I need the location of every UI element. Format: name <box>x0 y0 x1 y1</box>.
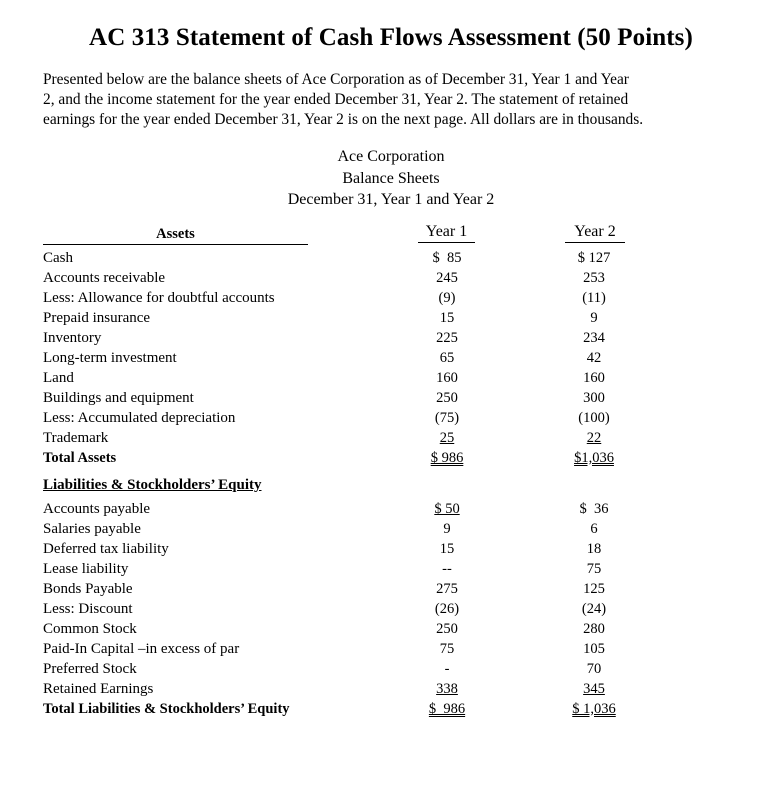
year2-value: 42 <box>586 350 602 366</box>
year2-value: $ 1,036 <box>572 701 616 717</box>
row-label: Total Assets <box>43 450 117 466</box>
year2-value: 70 <box>586 661 602 677</box>
table-row <box>0 541 782 561</box>
year2-value: $ 127 <box>577 250 611 266</box>
row-label: Less: Discount <box>43 601 133 617</box>
year2-value: 234 <box>583 330 605 346</box>
year2-value: 75 <box>586 561 602 577</box>
year2-value: 253 <box>583 270 605 286</box>
year1-value: 250 <box>436 621 458 637</box>
table-row <box>0 681 782 701</box>
year1-value: $ 986 <box>430 450 464 466</box>
liabilities-section-header: Liabilities & Stockholders’ Equity <box>43 477 262 493</box>
document-title: AC 313 Statement of Cash Flows Assessment (50 Points) <box>89 24 693 51</box>
table-row <box>0 370 782 390</box>
table-row <box>0 330 782 350</box>
row-label: Accounts payable <box>43 501 151 517</box>
year1-value: 338 <box>436 681 458 697</box>
table-row <box>0 561 782 581</box>
statement-date: December 31, Year 1 and Year 2 <box>287 191 495 208</box>
table-row <box>0 390 782 410</box>
row-label: Prepaid insurance <box>43 310 151 326</box>
row-label: Salaries payable <box>43 521 141 537</box>
row-label: Less: Allowance for doubtful accounts <box>43 290 275 306</box>
statement-name: Balance Sheets <box>342 169 440 187</box>
row-label: Cash <box>43 250 73 266</box>
row-label: Deferred tax liability <box>43 541 169 557</box>
year1-value: $ 50 <box>434 501 460 517</box>
table-row <box>0 581 782 601</box>
year1-value: $ 85 <box>432 250 462 266</box>
year1-value: 160 <box>436 370 458 386</box>
year2-value: 105 <box>583 641 605 657</box>
year1-value: -- <box>442 561 452 577</box>
year1-value: 65 <box>439 350 455 366</box>
row-label: Land <box>43 370 74 386</box>
table-row <box>0 641 782 661</box>
table-row <box>0 310 782 330</box>
year1-value: $ 986 <box>428 701 466 717</box>
row-label: Less: Accumulated depreciation <box>43 410 236 426</box>
row-label: Lease liability <box>43 561 129 577</box>
row-label: Retained Earnings <box>43 681 154 697</box>
year1-value: 225 <box>436 330 458 346</box>
row-label: Trademark <box>43 430 109 446</box>
table-row <box>0 270 782 290</box>
year2-value: 345 <box>583 681 605 697</box>
year1-value: 15 <box>439 310 455 326</box>
year1-value: 275 <box>436 581 458 597</box>
year2-value: 300 <box>583 390 605 406</box>
year2-value: (100) <box>578 410 610 426</box>
year2-value: (24) <box>581 601 607 617</box>
year2-value: $1,036 <box>574 450 614 466</box>
intro-line: Presented below are the balance sheets of Ace Corporation as of December 31, Year 1 and Year <box>43 71 629 88</box>
row-label: Preferred Stock <box>43 661 137 677</box>
intro-line: 2, and the income statement for the year ended December 31, Year 2. The statement of retained <box>43 91 629 108</box>
year2-value: 125 <box>583 581 605 597</box>
total-liabilities-equity-row <box>0 701 782 721</box>
row-label: Bonds Payable <box>43 581 133 597</box>
total-assets-row <box>0 450 782 470</box>
year2-value: (11) <box>582 290 606 306</box>
table-row <box>0 290 782 310</box>
table-row <box>0 521 782 541</box>
table-row <box>0 621 782 641</box>
row-label: Long-term investment <box>43 350 177 366</box>
row-label: Common Stock <box>43 621 137 637</box>
intro-line: earnings for the year ended December 31, Year 2 is on the next page. All dollars are in thousands. <box>43 111 644 128</box>
row-label: Inventory <box>43 330 102 346</box>
table-row <box>0 501 782 521</box>
year1-value: 75 <box>439 641 455 657</box>
year2-value: 160 <box>583 370 605 386</box>
year1-value: 250 <box>436 390 458 406</box>
year1-value: 15 <box>439 541 455 557</box>
company-name: Ace Corporation <box>337 148 445 165</box>
year2-value: 22 <box>586 430 602 446</box>
year1-column-header: Year 1 <box>418 223 475 243</box>
table-row <box>0 661 782 681</box>
statement-heading <box>0 146 782 211</box>
year1-value: (26) <box>434 601 460 617</box>
table-row <box>0 250 782 270</box>
year1-value: (75) <box>434 410 460 426</box>
year1-value: (9) <box>438 290 456 306</box>
year1-value: 245 <box>436 270 458 286</box>
year2-value: $ 36 <box>579 501 609 517</box>
year2-value: 9 <box>590 310 598 326</box>
table-row <box>0 601 782 621</box>
table-row <box>0 410 782 430</box>
year2-value: 6 <box>590 521 598 537</box>
year1-value: - <box>444 661 450 677</box>
assets-column-header: Assets <box>43 226 308 245</box>
year2-value: 280 <box>583 621 605 637</box>
table-row <box>0 350 782 370</box>
year2-column-header: Year 2 <box>565 223 625 243</box>
row-label: Paid-In Capital –in excess of par <box>43 641 240 657</box>
row-label: Total Liabilities & Stockholders’ Equity <box>43 701 290 717</box>
row-label: Accounts receivable <box>43 270 166 286</box>
table-row <box>0 430 782 450</box>
intro-paragraph <box>43 70 743 130</box>
year1-value: 9 <box>443 521 451 537</box>
year1-value: 25 <box>439 430 455 446</box>
row-label: Buildings and equipment <box>43 390 194 406</box>
year2-value: 18 <box>586 541 602 557</box>
